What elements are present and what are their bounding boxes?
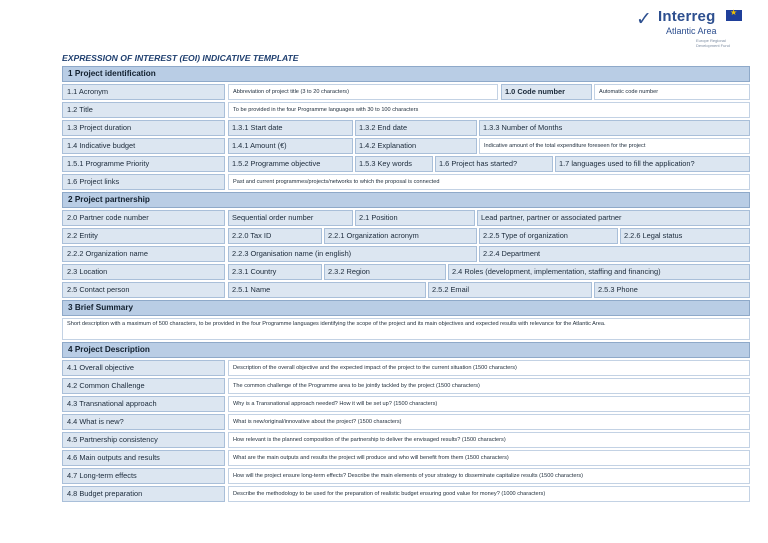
row-long-term-effects [62,468,750,484]
acronym-label: 1.1 Acronym [62,84,225,100]
row-contact-person [62,282,750,298]
title-label: 1.2 Title [62,102,225,118]
description-label: 4.8 Budget preparation [62,486,225,502]
description-field[interactable]: What are the main outputs and results the project will produce and who will benefit from them (1500 characters) [228,450,750,466]
description-field[interactable]: How relevant is the planned composition of the partnership to deliver the envisaged results? (1500 characters) [228,432,750,448]
description-label: 4.7 Long-term effects [62,468,225,484]
row-acronym [62,84,750,100]
description-field[interactable]: Describe the methodology to be used for the preparation of realistic budget ensuring good value for money? (1000 characters) [228,486,750,502]
row-main-outputs [62,450,750,466]
position-field[interactable]: Lead partner, partner or associated partner [477,210,750,226]
description-field[interactable]: Why is a Transnational approach needed? How it will be set up? (1500 characters) [228,396,750,412]
country-field[interactable]: 2.3.1 Country [228,264,322,280]
sequential-order-field[interactable]: Sequential order number [228,210,353,226]
row-transnational-approach [62,396,750,412]
section-brief-summary: 3 Brief Summary [62,300,750,316]
phone-field[interactable]: 2.5.3 Phone [594,282,750,298]
description-label: 4.2 Common Challenge [62,378,225,394]
roles-field[interactable]: 2.4 Roles (development, implementation, staffing and financing) [448,264,750,280]
project-duration-label: 1.3 Project duration [62,120,225,136]
row-title [62,102,750,118]
title-field[interactable]: To be provided in the four Programme languages with 30 to 100 characters [228,102,750,118]
row-project-links [62,174,750,190]
row-entity [62,228,750,244]
description-label: 4.1 Overall objective [62,360,225,376]
contact-person-label: 2.5 Contact person [62,282,225,298]
description-label: 4.6 Main outputs and results [62,450,225,466]
eoi-template-table [62,66,750,504]
row-partner-code [62,210,750,226]
logo-region: Atlantic Area [666,26,717,36]
acronym-field[interactable]: Abbreviation of project title (3 to 20 characters) [228,84,498,100]
organization-name-label: 2.2.2 Organization name [62,246,225,262]
amount-field[interactable]: 1.4.1 Amount (€) [228,138,353,154]
entity-label: 2.2 Entity [62,228,225,244]
section-project-partnership: 2 Project partnership [62,192,750,208]
description-label: 4.5 Partnership consistency [62,432,225,448]
section-project-description: 4 Project Description [62,342,750,358]
code-number-label: 1.0 Code number [501,84,592,100]
organization-acronym-field[interactable]: 2.2.1 Organization acronym [324,228,477,244]
description-field[interactable]: The common challenge of the Programme area to be jointly tackled by the project (1500 characters) [228,378,750,394]
row-what-is-new [62,414,750,430]
document-title: EXPRESSION OF INTEREST (EOI) INDICATIVE TEMPLATE [62,53,299,63]
key-words-field[interactable]: 1.5.3 Key words [355,156,433,172]
region-field[interactable]: 2.3.2 Region [324,264,446,280]
interreg-logo [636,6,746,48]
explanation-field[interactable]: Indicative amount of the total expenditure foreseen for the project [479,138,750,154]
project-links-label: 1.6 Project links [62,174,225,190]
description-field[interactable]: What is new/original/innovative about the project? (1500 characters) [228,414,750,430]
description-label: 4.3 Transnational approach [62,396,225,412]
description-label: 4.4 What is new? [62,414,225,430]
row-programme-priority [62,156,750,172]
logo-tagline: Europe Regional Development Fund [696,38,730,48]
indicative-budget-label: 1.4 Indicative budget [62,138,225,154]
row-project-duration [62,120,750,136]
name-field[interactable]: 2.5.1 Name [228,282,426,298]
start-date-field[interactable]: 1.3.1 Start date [228,120,353,136]
end-date-field[interactable]: 1.3.2 End date [355,120,477,136]
explanation-label: 1.4.2 Explanation [355,138,477,154]
project-links-field[interactable]: Past and current programmes/projects/networks to which the proposal is connected [228,174,750,190]
legal-status-field[interactable]: 2.2.6 Legal status [620,228,750,244]
department-field[interactable]: 2.2.4 Department [479,246,750,262]
project-started-field[interactable]: 1.6 Project has started? [435,156,553,172]
eu-flag-icon [726,10,742,21]
row-location [62,264,750,280]
organization-name-en-field[interactable]: 2.2.3 Organisation name (in english) [228,246,477,262]
programme-priority-label: 1.5.1 Programme Priority [62,156,225,172]
logo-brand: Interreg [658,8,716,25]
tax-id-field[interactable]: 2.2.0 Tax ID [228,228,322,244]
code-number-field[interactable]: Automatic code number [594,84,750,100]
programme-objective-field[interactable]: 1.5.2 Programme objective [228,156,353,172]
row-organization-name [62,246,750,262]
description-field[interactable]: How will the project ensure long-term effects? Describe the main elements of your strategy to disseminate capitalize results (1500 characters) [228,468,750,484]
email-field[interactable]: 2.5.2 Email [428,282,592,298]
check-mark-icon: ✓ [636,8,652,30]
languages-field[interactable]: 1.7 languages used to fill the application? [555,156,750,172]
partner-code-label: 2.0 Partner code number [62,210,225,226]
position-label: 2.1 Position [355,210,475,226]
section-project-identification: 1 Project identification [62,66,750,82]
row-overall-objective [62,360,750,376]
row-partnership-consistency [62,432,750,448]
description-field[interactable]: Description of the overall objective and the expected impact of the project to the current situation (1500 characters) [228,360,750,376]
row-budget-preparation [62,486,750,502]
number-of-months-field[interactable]: 1.3.3 Number of Months [479,120,750,136]
row-indicative-budget [62,138,750,154]
location-label: 2.3 Location [62,264,225,280]
brief-summary-field[interactable]: Short description with a maximum of 500 characters, to be provided in the four Programme languages identifying the scope of the project and its main objectives and expected results with relevance for the Atlantic Area. [62,318,750,340]
organization-type-field[interactable]: 2.2.5 Type of organization [479,228,618,244]
row-common-challenge [62,378,750,394]
